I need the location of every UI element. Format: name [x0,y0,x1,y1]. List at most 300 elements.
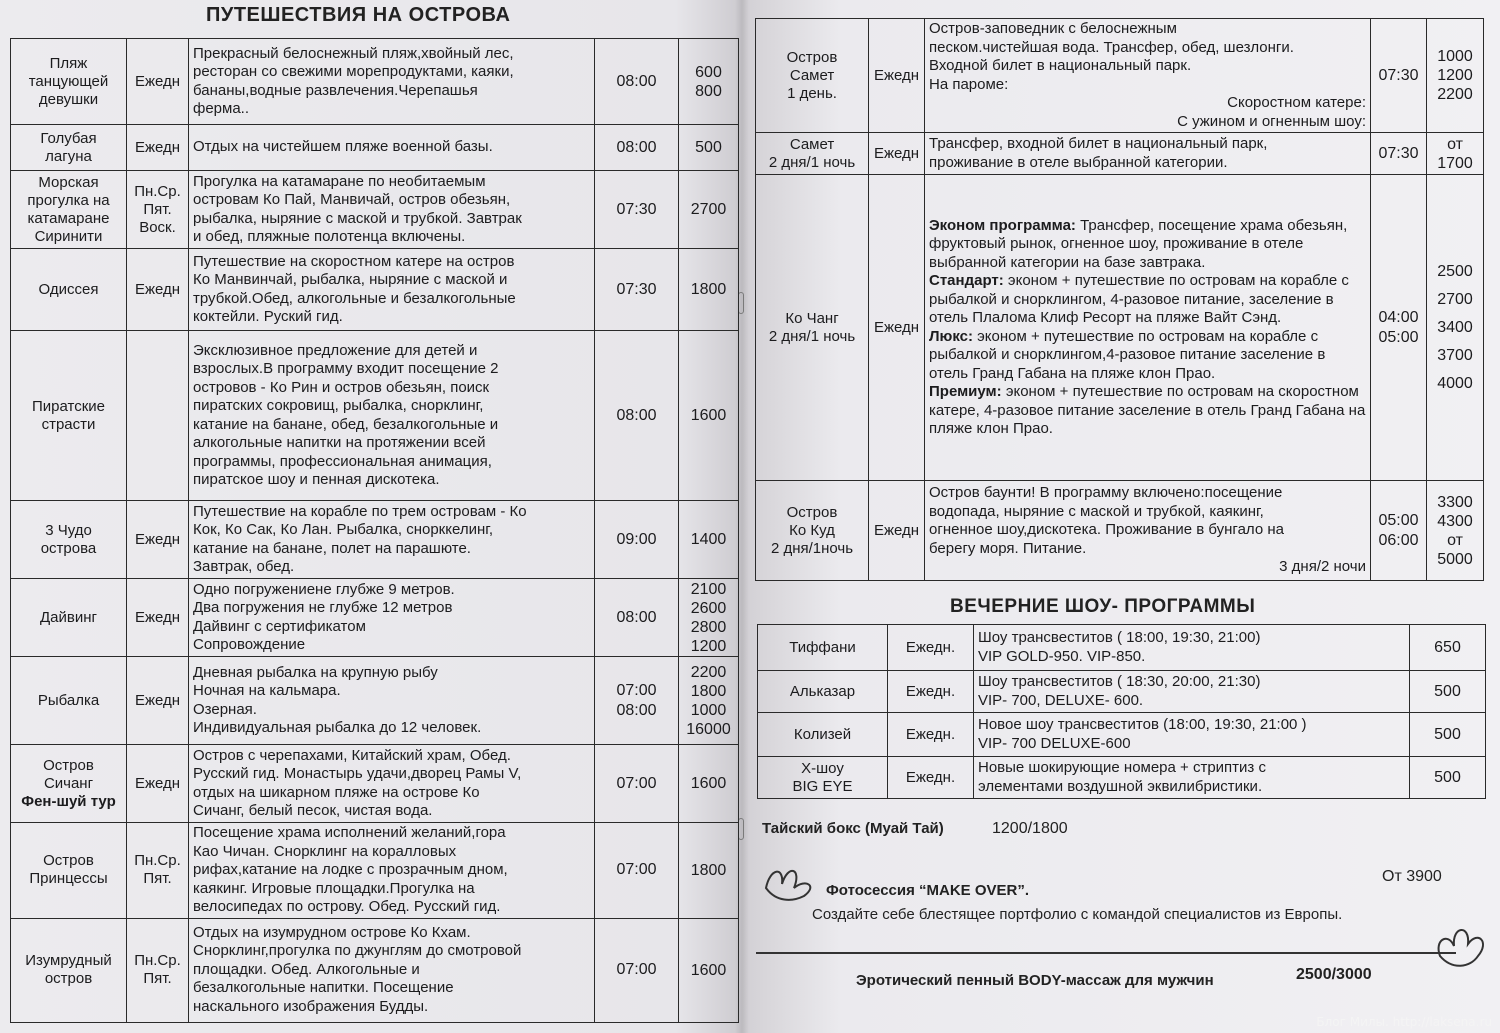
tour-departure-time [595,171,679,249]
show-description-line: VIP- 700, DELUXE- 600. [978,691,1144,709]
tour-description-line: Посещение храма исполнений желаний,гора [193,824,506,841]
tour-name-line: Голубая [40,129,97,147]
tour-days [127,171,189,249]
tour-price-line: 4300 [1437,512,1473,530]
tour-days-line: Ежедн [873,318,920,336]
tour-name-line: 2 дня/1ночь [770,539,854,557]
tour-description-line: трубкой.Обед, алкогольные и безалкогольные [193,289,516,307]
tour-description-line: бананы,водные развлечения.Черепашья [193,81,478,99]
tour-name [756,175,869,481]
tour-description-line: Остров-заповедник с белоснежным [929,20,1177,37]
tour-description [189,331,595,501]
tour-days-line: Ежедн [873,521,920,539]
tour-description-line: Снорклинг,прогулка по джунглям до смотровой [193,942,522,960]
tour-days-line: Ежедн [134,280,181,298]
divider-line [756,950,1456,956]
program-option-label: Премиум: [929,383,1002,400]
tour-row [11,823,739,919]
photo-session-label: Фотосессия “MAKE OVER”. [826,882,1030,899]
tour-price-line: 1800 [690,682,727,700]
tour-departure-time-line: 08:00 [616,406,657,424]
tour-name-line: Изумрудный [25,952,112,969]
tour-departure-time-line: 08:00 [616,608,657,626]
tour-name-line: Сиринити [34,227,103,245]
tour-description-line: Ночная на кальмара. [193,682,341,699]
tour-description [189,39,595,125]
tour-description-line: Путешествие на корабле по трем островам - Ко [193,502,527,520]
island-tours-table [10,38,739,1023]
tour-row [756,481,1484,581]
tour-days [869,481,925,581]
tour-row [11,745,739,823]
tour-departure-time [595,918,679,1022]
tour-price [679,918,739,1022]
tour-name-line: 2 дня/1 ночь [768,153,856,171]
tour-days [127,125,189,171]
tour-name-line: прогулка на [27,191,110,209]
tour-description-line: ресторан со свежими морепродуктами, каяки, [193,63,514,80]
tour-description-line: Два погружения не глубже 12 метров [193,599,453,616]
tour-departure-time [1371,19,1427,133]
tour-description-line: алкогольные напитки на протяжении всей [193,434,486,451]
tour-description [925,175,1371,481]
tour-price-line: 2100 [690,580,727,598]
tour-description-line: наскального изображения Будды. [193,997,429,1015]
tour-departure-time-line: 08:00 [616,138,657,156]
tour-departure-time-line: 07:30 [1378,144,1419,162]
tour-departure-time-line: 07:00 [616,861,657,879]
show-name-line: Колизей [793,725,852,743]
show-row [758,757,1486,799]
tour-days-line: Воск. [139,218,176,236]
tour-price-line: 2800 [690,618,727,636]
tour-days-line: Пн.Ср. [134,852,181,870]
tour-price-line: 600 [695,63,722,81]
tour-description-line: велосипедах по острову. Обед. Русский гид. [193,898,501,915]
show-description [974,757,1410,799]
tour-price [679,125,739,171]
show-name [758,713,888,757]
tour-description-line: островам Ко Пай, Манвичай, остров обезьян, [193,191,511,208]
tour-name-line: Одиссея [38,280,99,298]
show-row [758,713,1486,757]
tour-price-line: 1800 [690,281,727,298]
show-description [974,625,1410,671]
tour-description-line: Као Чичан. Снорклинг на коралловых [193,842,457,860]
tour-description [189,745,595,823]
tour-name-bold: Фен-шуй тур [21,792,116,810]
show-row [758,671,1486,713]
tour-description-line: Трансфер, входной билет в национальный парк, [929,135,1268,152]
tour-name-line: остров [44,970,93,987]
tour-description-line: проживание в отеле выбранной категории. [929,153,1228,171]
tour-row [11,331,739,501]
tour-days [127,501,189,579]
blog-credit: Блог Милы. http://laksena.ru [1316,1015,1492,1029]
flower-doodle-icon [1430,916,1492,972]
tour-description [189,823,595,919]
tour-departure-time-line: 06:00 [1378,531,1419,549]
tour-description-line: Остров баунти! В программу включено:посещение [929,484,1283,502]
show-days: Ежедн. [888,713,974,757]
tour-name-line: острова [40,539,97,557]
tour-departure-time-line: 08:00 [616,701,657,719]
tour-name-line: Пляж [49,54,88,72]
tour-days-line: Ежедн [134,774,181,792]
flower-doodle-icon [762,858,822,906]
show-row [758,625,1486,671]
tour-departure-time [595,331,679,501]
tour-name [756,481,869,581]
tour-departure-time-line: 04:00 [1378,308,1419,326]
tour-price-line: 1400 [690,531,727,548]
tour-departure-time-line: 09:00 [616,530,657,548]
tour-row [11,39,739,125]
tour-description-line: отдых на шикарном пляже на острове Ко [193,783,480,801]
tour-description-line: Сичанг, белый песок, чистая вода. [193,802,433,819]
tour-name-line: Ко Куд [789,521,835,539]
show-description [974,713,1410,757]
tour-departure-time-line: 07:00 [616,681,657,699]
tour-departure-time-line: 05:00 [1378,328,1419,346]
tour-row [756,19,1484,133]
tour-description-line: Ко Манвинчай, рыбалка, ныряние с маской и [193,271,508,288]
tour-price-line: 1600 [690,961,727,979]
program-option-label: Эконом программа: [929,216,1076,234]
tour-departure-time [595,39,679,125]
tour-days [127,579,189,657]
tour-name-line: Рыбалка [37,691,100,709]
tour-name [11,249,127,331]
tour-price-line: 3700 [1437,346,1473,364]
tour-description-line: На пароме: [929,75,1009,93]
tour-departure-time [595,823,679,919]
tour-description [189,579,595,657]
tour-description-line: Одно погружениене глубже 9 метров. [193,580,455,598]
tour-name-line: Сичанг [43,774,94,792]
tour-departure-time-line: 05:00 [1378,511,1419,529]
tour-description-line: Дайвинг с сертификатом [193,617,366,635]
show-name-line: BIG EYE [792,777,853,795]
tour-description-line: каякинг. Игровые площадки.Прогулка на [193,879,475,897]
tour-price-line: 2200 [690,663,727,681]
tour-description-line: рыбалка, ныряние с маской и трубкой. Завтрак [193,209,522,227]
program-option [929,328,1366,384]
tour-description-line: безалкогольные напитки. Посещение [193,979,454,997]
program-option [929,272,1366,328]
show-name [758,671,888,713]
tour-price-line: 4000 [1437,374,1473,392]
tour-days [127,823,189,919]
tour-days [127,39,189,125]
tour-name-line: Ко Чанг [785,309,839,327]
tour-price [1427,175,1484,481]
tour-days-line: Пн.Ср. [134,182,181,200]
tour-row [11,249,739,331]
tour-row [11,171,739,249]
tour-days [869,19,925,133]
tour-description [189,171,595,249]
show-name-line: Тиффани [789,638,856,656]
tour-days-line: Ежедн [873,66,920,84]
show-price: 500 [1410,757,1486,799]
tour-days [127,331,189,501]
tour-name [11,125,127,171]
massage-label: Эротический пенный BODY-массаж для мужчин [856,972,1214,989]
tour-description-line: катание на банане, полет на парашюте. [193,539,471,557]
show-description-line: Новое шоу трансвеститов (18:00, 19:30, 21:00 ) [978,716,1307,733]
tour-days [127,745,189,823]
program-option-text: эконом + путешествие по островам на корабле с рыбалкой и снорклингом, 4-разовое питание, заселение в отель Плалома Клиф Ресорт на пляже Вайт Сэнд. [929,272,1349,326]
tour-price [679,823,739,919]
tour-description-line: островов - Ко Рин и остров обезьян, поиск [193,378,490,396]
show-price: 500 [1410,713,1486,757]
tour-price-line: 1600 [690,407,727,424]
show-days: Ежедн. [888,671,974,713]
tour-name-line: Дайвинг [40,608,97,626]
tour-name-line: Принцессы [29,870,108,888]
tour-days-line: Пн.Ср. [134,952,181,969]
show-name-line: Х-шоу [801,759,844,777]
tour-name-line: Остров [43,852,94,870]
tour-price-line: 800 [695,82,722,100]
tour-price-line: 1200 [1437,67,1473,84]
tour-description-line: катание на банане, обед, безалкогольные и [193,415,499,433]
tour-row [11,125,739,171]
tour-price [679,39,739,125]
tour-name-line: 3 Чудо [45,521,92,539]
tour-price-line: 1700 [1437,154,1473,172]
show-days: Ежедн. [888,625,974,671]
tour-days [869,133,925,175]
tour-price-line: 2600 [690,599,727,617]
tour-name [11,657,127,745]
tour-price-line: 500 [695,139,722,156]
tour-days-line: Ежедн [134,530,181,548]
tour-name [11,579,127,657]
tour-name [11,501,127,579]
tour-description-line: Прекрасный белоснежный пляж,хвойный лес, [193,44,514,62]
tour-description-line: Кок, Ко Сак, Ко Лан. Рыбалка, снорккелинг, [193,521,494,538]
show-description-line: элементами воздушной эквилибристики. [978,777,1263,795]
thai-boxing-label: Тайский бокс (Муай Тай) [762,820,944,837]
tour-days-line: Ежедн [134,138,181,156]
tour-price-line: 2500 [1437,262,1473,280]
tour-row [11,657,739,745]
tour-description-line: огненное шоу,дискотека. Проживание в бунгало на [929,521,1284,539]
tour-departure-time-line: 07:30 [616,200,657,218]
tour-description-line: коктейли. Руский гид. [193,308,343,325]
tour-price-line: 1800 [690,861,727,879]
tour-departure-time [595,501,679,579]
tour-description [925,19,1371,133]
tour-price [679,249,739,331]
shows-title: ВЕЧЕРНИЕ ШОУ- ПРОГРАММЫ [950,596,1256,617]
tour-price [679,657,739,745]
tour-name [756,19,869,133]
left-page-title: ПУТЕШЕСТВИЯ НА ОСТРОВА [206,4,511,26]
tour-description-line: Индивидуальная рыбалка до 12 человек. [193,719,482,736]
tour-name [11,331,127,501]
tour-name [756,133,869,175]
tour-departure-time [595,249,679,331]
tour-price-line: 1200 [690,637,727,655]
tour-price-line: 2700 [690,201,727,218]
tour-description [189,501,595,579]
tour-description [189,918,595,1022]
tour-name-line: Морская [38,173,99,191]
tour-name-line: Остров [43,756,94,774]
tour-name-line: страсти [41,415,96,433]
tour-departure-time [595,125,679,171]
show-name [758,757,888,799]
tour-price-line: 1000 [1437,48,1473,65]
tour-departure-time-line: 07:30 [1378,66,1419,84]
show-name-line: Альказар [789,682,856,700]
tour-departure-time-line: 07:30 [616,280,657,298]
program-option-text: эконом + путешествие по островам на корабле с рыбалкой и снорклингом,4-разовое питание заселение в отель Гранд Габана на пляже клон Прао. [929,327,1326,382]
tour-price-line: 3400 [1437,318,1473,336]
program-option-text: эконом + путешествие по островам на скоростном катере, 4-разовое питание заселение в отель Гранд Габана на пляже клон Прао. [929,383,1366,437]
tour-description-line: берегу моря. Питание. [929,539,1087,557]
tour-price-line: 2700 [1437,290,1473,308]
tour-description [925,481,1371,581]
tour-description-line: пиратских сокровищ, рыбалка, снорклинг, [193,397,484,414]
tour-description [189,657,595,745]
tour-name-line: Остров [786,48,838,66]
tour-days [127,249,189,331]
tour-departure-time [1371,175,1427,481]
tour-name [11,39,127,125]
tour-row [756,175,1484,481]
tour-name-line: лагуна [45,147,92,165]
tour-price [1427,481,1484,581]
show-price: 650 [1410,625,1486,671]
massage-price: 2500/3000 [1296,966,1372,983]
show-description-line: VIP- 700 DELUXE-600 [978,734,1131,752]
tour-description-line: Отдых на чистейшем пляже военной базы. [193,138,493,156]
tour-days-line: Ежедн [134,608,181,626]
tour-price [1427,19,1484,133]
tour-days [127,657,189,745]
tour-description-line: Входной билет в национальный парк. [929,57,1192,74]
program-option-text: Трансфер, посещение храма обезьян, фруктовый рынок, огненное шоу, проживание в отеле выбранной категории на базе завтрака. [929,216,1348,271]
show-description-line: VIP GOLD-950. VIP-850. [978,647,1146,665]
tour-days-line: Ежедн [873,144,920,162]
tour-price-line: от [1447,135,1463,153]
tour-days-line: Пят. [143,200,172,218]
show-description-line: Шоу трансвеститов ( 18:30, 20:00, 21:30) [978,673,1261,690]
tour-description-line: Отдых на изумрудном острове Ко Кхам. [193,923,471,941]
tour-departure-time [1371,481,1427,581]
tour-price [679,579,739,657]
tour-departure-time-line: 07:00 [616,961,657,978]
program-option-label: Стандарт: [929,272,1004,289]
tour-departure-time [595,657,679,745]
tour-description-line: водопада, ныряние с маской и трубкой, каякинг, [929,502,1264,520]
tour-description [925,133,1371,175]
tour-price [679,171,739,249]
tour-price-line: 3300 [1437,493,1473,511]
show-days: Ежедн. [888,757,974,799]
tour-row [11,501,739,579]
tour-description-right-line: Скоростном катере: [1227,94,1366,111]
tour-name [11,823,127,919]
tour-price [679,501,739,579]
photo-session-description: Создайте себе блестящее портфолио с командой специалистов из Европы. [812,906,1343,923]
tour-description-line: взрослых.В программу входит посещение 2 [193,360,499,377]
tour-description-right-line: С ужином и огненным шоу: [1177,112,1366,130]
tour-name-line: Остров [786,503,838,521]
photo-session-price: От 3900 [1382,868,1442,885]
tour-description-right-line: 3 дня/2 ночи [1279,558,1366,576]
tour-price-line: 1000 [690,701,727,719]
tour-departure-time [595,579,679,657]
tour-description-line: площадки. Обед. Алкогольные и [193,960,420,978]
show-description-line: Шоу трансвеститов ( 18:00, 19:30, 21:00) [978,629,1261,646]
tour-price-line: 1600 [690,775,727,792]
tour-price-line: от [1447,531,1463,549]
tour-departure-time [1371,133,1427,175]
tour-departure-time-line: 07:00 [616,774,657,792]
tour-description-line: Дневная рыбалка на крупную рыбу [193,663,438,681]
tour-description-line: рифах,катание на лодке с прозрачным дном, [193,861,508,878]
tour-name-line: Самет [789,135,835,153]
tour-name-line: девушки [38,90,99,108]
tour-description-line: и обед, пляжные полотенца включены. [193,228,466,245]
tour-price [679,745,739,823]
tour-price [679,331,739,501]
tour-description-line: Завтрак, обед. [193,558,295,575]
tour-price-line: 2200 [1437,86,1473,103]
tour-days [127,918,189,1022]
tour-row [11,579,739,657]
tour-days-line: Ежедн [134,72,181,90]
tour-name-line: катамаране [27,209,110,227]
tour-days [869,175,925,481]
tour-description-line: Сопровождение [193,636,306,653]
show-description [974,671,1410,713]
program-option [929,217,1366,273]
tour-name [11,745,127,823]
multi-day-tours-table [755,18,1484,581]
show-name [758,625,888,671]
tour-description-line: Эксклюзивное предложение для детей и [193,341,478,359]
tour-row [756,133,1484,175]
tour-name [11,171,127,249]
tour-price-line: 5000 [1437,550,1473,568]
tour-description-line: ферма.. [193,100,250,117]
tour-description-line: Русский гид. Монастырь удачи,дворец Рамы V, [193,765,522,782]
tour-price [1427,133,1484,175]
tour-description [189,125,595,171]
tour-name-line: 1 день. [787,84,837,102]
tour-description-line: пиратское шоу и пенная дискотека. [193,471,440,488]
tour-name-line: танцующей [28,72,109,90]
tour-days-line: Ежедн [134,691,181,709]
tour-name-line: 2 дня/1 ночь [768,327,856,345]
tour-description [189,249,595,331]
tour-description-line: Прогулка на катамаране по необитаемым [193,172,486,190]
tour-days-line: Пят. [143,970,172,987]
tour-description-line: Озерная. [193,700,257,718]
show-price: 500 [1410,671,1486,713]
tour-departure-time-line: 08:00 [616,72,657,90]
program-option [929,383,1366,439]
tour-name-line: Самет [789,66,835,84]
tour-days-line: Пят. [143,870,172,888]
tour-description-line: Путешествие на скоростном катере на остров [193,252,515,270]
